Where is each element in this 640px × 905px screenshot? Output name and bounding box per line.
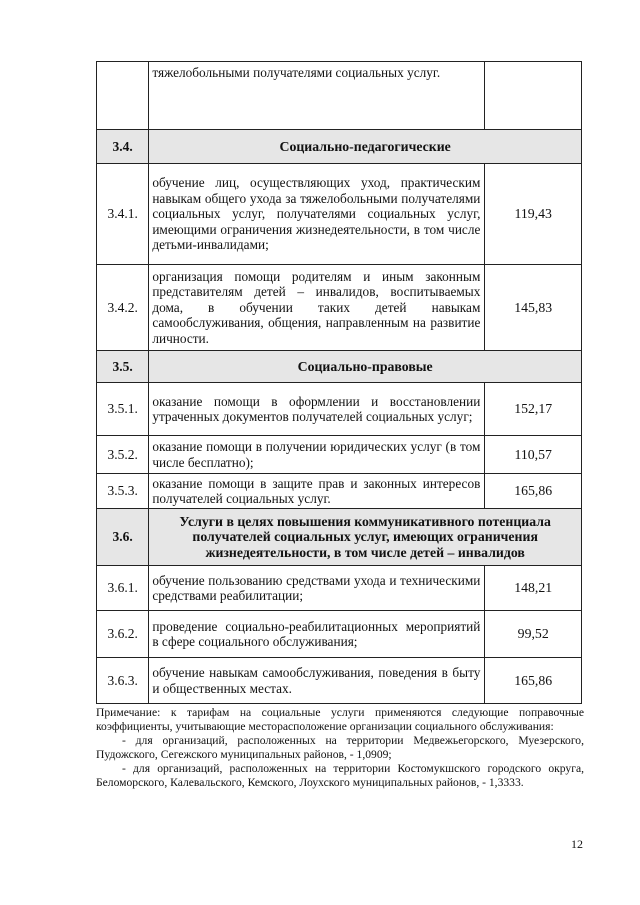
row-price: 165,86 [485,474,582,509]
row-price: 152,17 [485,383,582,436]
tariff-note [96,706,584,790]
section-title: Социально-правовые [149,351,582,383]
note-item: - для организаций, расположенных на территории Костомукшского городского округа, Беломорского, Калевальского, Кемского, Лоухского муниципальных районов, - 1,3333. [96,762,584,789]
note-item: - для организаций, расположенных на территории Медвежьегорского, Муезерского, Пудожского, Сегежского муниципальных районов, - 1,0909; [96,734,584,761]
row-description: проведение социально-реабилитационных мероприятий в сфере социального обслуживания; [149,611,485,658]
row-description: тяжелобольными получателями социальных услуг. [149,62,485,130]
row-code: 3.4.2. [97,265,149,351]
row-price: 148,21 [485,566,582,611]
row-code: 3.5.3. [97,474,149,509]
section-header-row [97,509,582,566]
section-title: Услуги в целях повышения коммуникативного потенциала получателей социальных услуг, имеющих ограничения жизнедеятельности, в том числе детей – инвалидов [149,509,582,566]
row-description: оказание помощи в получении юридических услуг (в том числе бесплатно); [149,436,485,474]
row-code: 3.6.2. [97,611,149,658]
table-row [97,62,582,130]
section-code: 3.4. [97,130,149,164]
page-number: 12 [571,837,583,851]
row-price: 99,52 [485,611,582,658]
row-price: 165,86 [485,658,582,704]
table-row [97,658,582,704]
row-description: обучение навыкам самообслуживания, поведения в быту и общественных местах. [149,658,485,704]
table-row [97,474,582,509]
row-description: организация помощи родителям и иным законным представителям детей – инвалидов, воспитываемых дома, в обучении таких детей навыкам самообслуживания, общения, направленным на развитие личности. [149,265,485,351]
table-row [97,164,582,265]
row-code: 3.5.1. [97,383,149,436]
table-row [97,265,582,351]
section-title: Социально-педагогические [149,130,582,164]
section-code: 3.6. [97,509,149,566]
note-intro: Примечание: к тарифам на социальные услуги применяются следующие поправочные коэффициенты, учитывающие месторасположение организации социального обслуживания: [96,706,584,733]
row-code: 3.4.1. [97,164,149,265]
section-header-row [97,351,582,383]
table-row [97,436,582,474]
row-description: оказание помощи в защите прав и законных интересов получателей социальных услуг. [149,474,485,509]
row-description: оказание помощи в оформлении и восстановлении утраченных документов получателей социальных услуг; [149,383,485,436]
row-description: обучение лиц, осуществляющих уход, практическим навыкам общего ухода за тяжелобольными получателями социальных услуг, получателями социальных услуг, имеющими ограничения жизнедеятельности, в том числе детьми-инвалидами; [149,164,485,265]
tariffs-table [96,61,582,704]
row-price-cell [485,62,582,130]
row-description: обучение пользованию средствами ухода и техническими средствами реабилитации; [149,566,485,611]
row-code: 3.6.1. [97,566,149,611]
section-header-row [97,130,582,164]
row-code: 3.5.2. [97,436,149,474]
table-row [97,383,582,436]
row-code: 3.6.3. [97,658,149,704]
row-price: 110,57 [485,436,582,474]
section-code: 3.5. [97,351,149,383]
table-row [97,566,582,611]
row-code-cell [97,62,149,130]
table-row [97,611,582,658]
row-price: 145,83 [485,265,582,351]
row-price: 119,43 [485,164,582,265]
